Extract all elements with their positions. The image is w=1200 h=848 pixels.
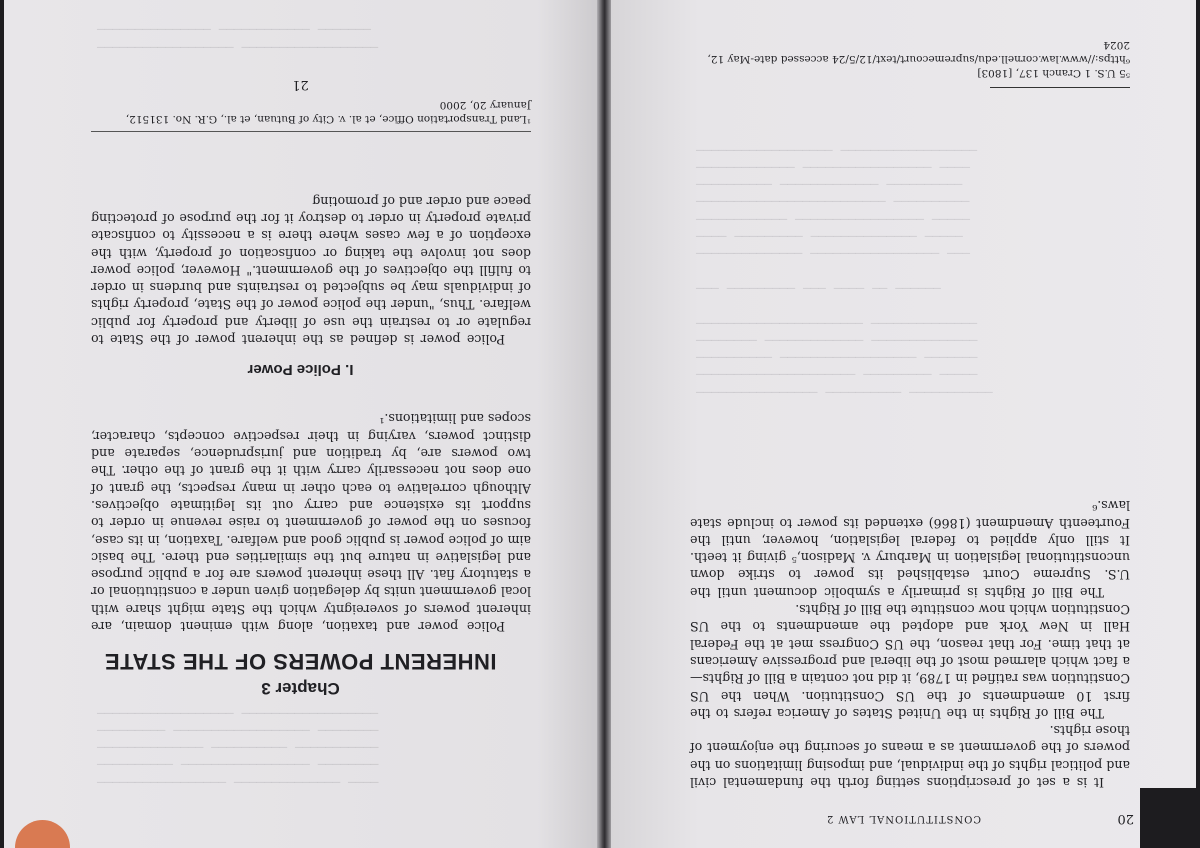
footnote: ⁶https://www.law.cornell.edu/supremecourt/text/12/5/24 accessed date-May 12, 2024 [707,39,1130,65]
page-21 [4,0,597,848]
paragraph: The Bill of Rights in the United States of America refers to the first 10 amendments of the US Constitution. When the US Constitution was ratified in 1789, it did not contain a Bill of Rights—a fact which alarmed most of the liberal and progressive Americans at that time. For that reason, the US Congress met at the Federal Hall in New York and adopted the amendments to the US Constitution which now constitute the Bill of Rights. [690,602,1130,721]
book-gutter [597,0,611,848]
page-20 [611,0,1196,848]
paragraph: The Bill of Rights is primarily a symbolic document until the U.S. Supreme Court established its power to strike down unconstitutional legislation in Marbury v. Madison,⁵ giving it teeth. It still only applied to federal legislation, however, until the Fourteenth Amendment (1866) extended its power to include state laws.⁶ [690,498,1130,600]
page-number: 20 [1117,811,1134,826]
running-header: CONSTITUTIONAL LAW 2 [825,813,982,824]
left-body-text [690,497,1130,791]
chapter-label: Chapter 3 [261,679,340,698]
footnote-divider [990,87,1130,88]
dark-corner [1140,788,1200,848]
paragraph: Police power is defined as the inherent power of the State to regulate or to restrain the use of liberty and property for public welfare. Thus, "under the police power of the State, property rights of individuals may be subjected to restraints and burdens in order to fulfill the objectives of the government." However, police power does not involve the taking or confiscation of property, with the exception of a few cases where there is a necessity to confiscate private property in order to destroy it for the purpose of protecting peace and order and of promoting [91,193,531,347]
section-paragraph [91,192,531,348]
footnote: ⁵5 U.S. 1 Cranch 137, [1803] [977,67,1130,79]
footnote: ¹Land Transportation Office, et al. v. City of Butuan, et al., G.R. No. 131512, January 20, 2000 [125,99,531,125]
section-heading: I. Police Power [247,361,354,378]
paragraph: Police power and taxation, along with eminent domain, are inherent powers of sovereignty which the State might share with local government units by delegation given under a constitutional or a statutory fiat. All these inherent powers are for a public purpose and legislative in nature but the similarities end there. The basic aim of police power is public good and welfare. Taxation, in its case, focuses on the power of government to raise revenue in order to support its existence and carry out its legitimate objectives. Although correlative to each other in many respects, the grant of one does not necessarily carry with it the grant of the other. The two powers are, by tradition and jurisprudence, separate and distinct powers, varying in their respective concepts, character, scopes and limitations.¹ [91,411,531,634]
footnote-divider [91,131,531,132]
bleed-through-text: ──────────────── ────────── ─────────── ───────────────────── ───────── ───── ────────── ────────────────── ─────── ──────── ───────────── ────────────── ────────────────────── ────────────── ─── ───────── ─── ──── ── ────── ────────────── ───────────────── ─── ──── ───────── ────────────── ───── ──────────── ───────────────── ───── ───────────────────────── ────────── ────────── ───────────── ────────── ───────────── ───────────────── ──── ────────────────── ────────────────── [696,142,993,400]
intro-paragraph [91,410,531,635]
chapter-title: INHERENT POWERS OF THE STATE [104,649,497,674]
bleed-through-text: ────────────────── ────────────────── ─────────────── ──────────── ─────── [97,22,378,55]
paragraph: It is a set of prescriptions setting forth the fundamental civil and political rights of the individual, and imposing limitations on the powers of the government as a means of securing the enjoyment of those rights. [690,723,1130,790]
page-number: 21 [292,77,309,92]
left-footnotes [700,38,1130,80]
bleed-through-text: ───────────────── ────────────── ──── ────────── ───────────────── ──────── ────────────── ────────── ─────────── ───────── ────────────────── ──────── ────────────────── ────────────────── [97,705,379,790]
right-footnote [91,98,531,126]
